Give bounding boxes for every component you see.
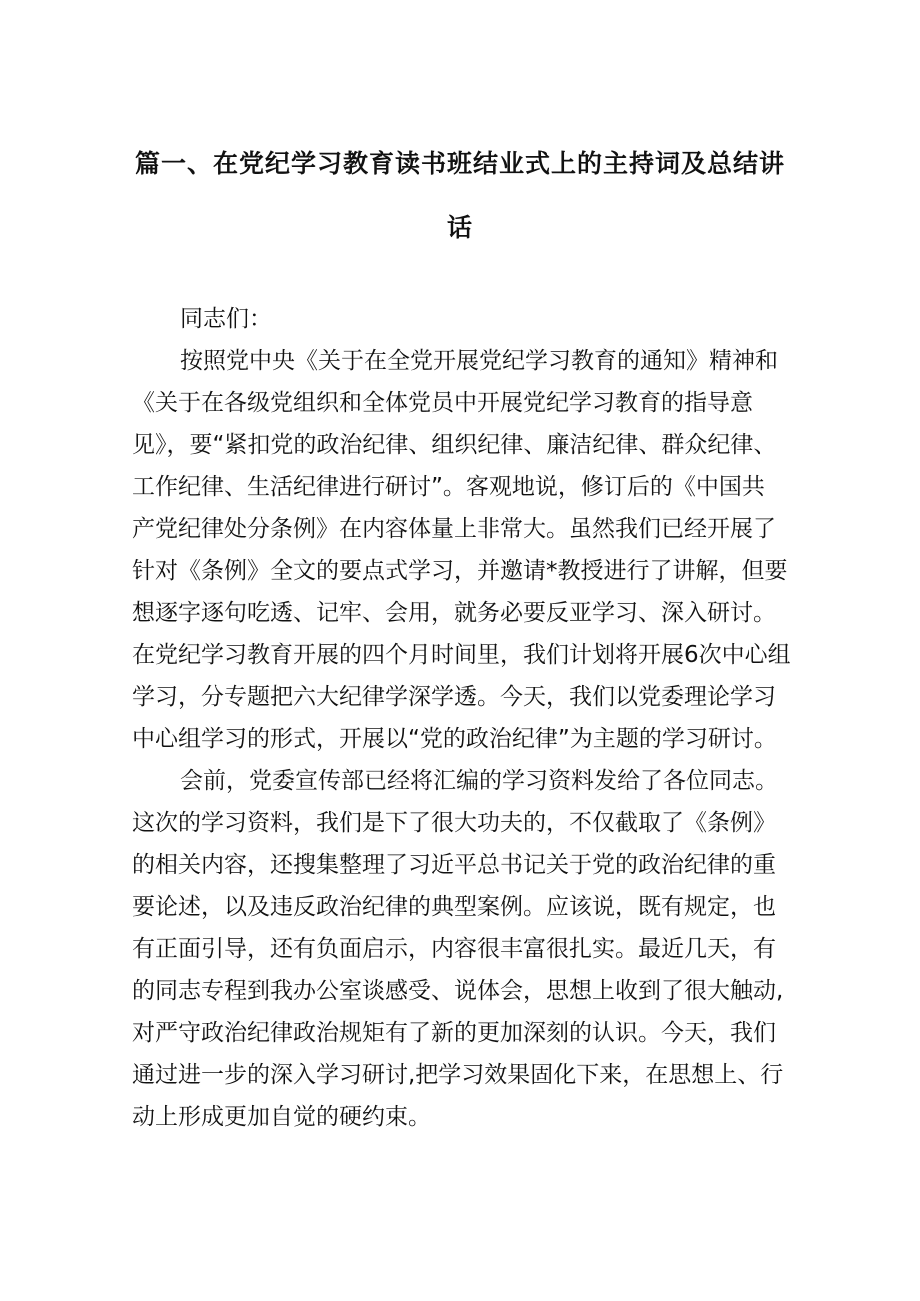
paragraph-line: 要论述，以及违反政治纪律的典型案例。应该说，既有规定，也 bbox=[132, 894, 776, 920]
paragraph-line: 按照党中央《关于在全党开展党纪学习教育的通知》精神和 bbox=[180, 348, 778, 374]
salutation: 同志们： bbox=[180, 306, 272, 332]
paragraph-line: 对严守政治纪律政治规矩有了新的更加深刻的认识。今天，我们 bbox=[132, 1020, 776, 1046]
paragraph-line: 动上形成更加自觉的硬约束。 bbox=[132, 1104, 431, 1130]
paragraph-line: 的相关内容，还搜集整理了习近平总书记关于党的政治纪律的重 bbox=[132, 852, 776, 878]
paragraph-line: 中心组学习的形式，开展以“党的政治纪律”为主题的学习研讨。 bbox=[132, 726, 777, 752]
paragraph-line: 工作纪律、生活纪律进行研讨”。客观地说，修订后的《中国共 bbox=[132, 474, 765, 500]
paragraph-line: 针对《条例》全文的要点式学习，并邀请*教授进行了讲解，但要 bbox=[132, 558, 788, 584]
title-line-2: 话 bbox=[446, 213, 473, 242]
document-title bbox=[132, 132, 788, 260]
document-body bbox=[132, 298, 791, 1138]
paragraph-2 bbox=[132, 760, 788, 1138]
paragraph-line: 会前，党委宣传部已经将汇编的学习资料发给了各位同志。 bbox=[180, 768, 778, 794]
paragraph-line: 的同志专程到我办公室谈感受、说体会，思想上收到了很大触动, bbox=[132, 978, 784, 1004]
paragraph-line: 这次的学习资料，我们是下了很大功夫的，不仅截取了《条例》 bbox=[132, 810, 776, 836]
paragraph-line: 在党纪学习教育开展的四个月时间里，我们计划将开展6次中心组 bbox=[132, 642, 791, 668]
paragraph-line: 产党纪律处分条例》在内容体量上非常大。虽然我们已经开展了 bbox=[132, 516, 776, 542]
paragraph-line: 学习，分专题把六大纪律学深学透。今天，我们以党委理论学习 bbox=[132, 684, 776, 710]
paragraph-line: 想逐字逐句吃透、记牢、会用，就务必要反亚学习、深入研讨。 bbox=[132, 600, 776, 626]
paragraph-1 bbox=[132, 340, 791, 760]
paragraph-line: 见》，要“紧扣党的政治纪律、组织纪律、廉洁纪律、群众纪律、 bbox=[132, 432, 777, 458]
paragraph-line: 《关于在各级党组织和全体党员中开展党纪学习教育的指导意 bbox=[132, 390, 753, 416]
title-line-1: 篇一、在党纪学习教育读书班结业式上的主持词及总结讲 bbox=[134, 149, 785, 178]
paragraph-line: 有正面引导，还有负面启示，内容很丰富很扎实。最近几天，有 bbox=[132, 936, 776, 962]
paragraph-line: 通过进一步的深入学习研讨,把学习效果固化下来，在思想上、行 bbox=[132, 1062, 784, 1088]
